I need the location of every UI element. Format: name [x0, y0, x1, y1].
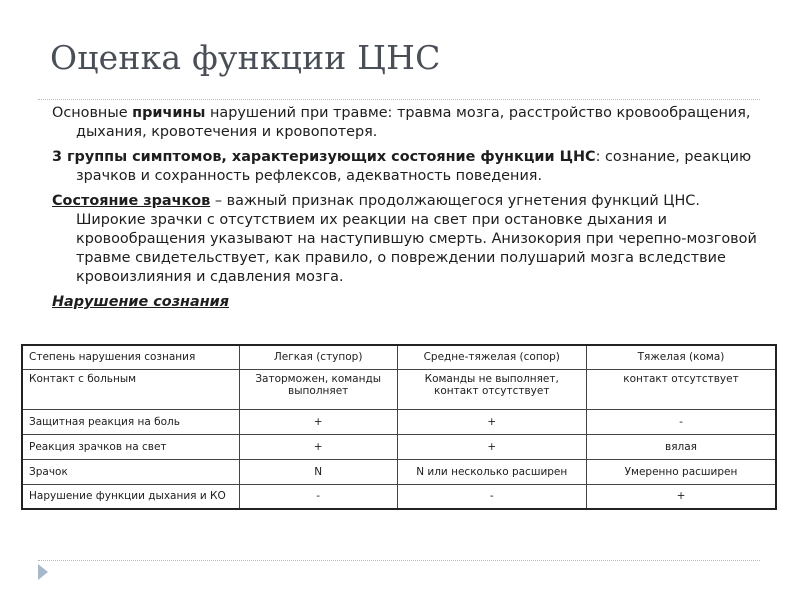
table-cell: - [239, 484, 397, 509]
triangle-right-icon[interactable] [38, 564, 48, 580]
table-cell: - [397, 484, 586, 509]
table-cell: Реакция зрачков на свет [22, 434, 239, 459]
table-cell: Зрачок [22, 459, 239, 484]
table-cell: + [397, 434, 586, 459]
table-cell: Защитная реакция на боль [22, 409, 239, 434]
table-row [22, 459, 776, 484]
table-cell: - [586, 409, 776, 434]
page-title: Оценка функции ЦНС [50, 38, 441, 77]
paragraph-pupils [52, 192, 764, 287]
paragraph-symptom-groups [52, 148, 764, 186]
table-header-cell: Тяжелая (кома) [586, 345, 776, 369]
table-row [22, 434, 776, 459]
table-cell: Умеренно расширен [586, 459, 776, 484]
pupils-keyword: Состояние зрачков [52, 193, 211, 209]
table-header-cell: Легкая (ступор) [239, 345, 397, 369]
symptom-groups-text: : сознание, реакцию зрачков и сохранность рефлексов, адекватность поведения. [76, 149, 752, 184]
table-cell: N или несколько расширен [397, 459, 586, 484]
table-cell: N [239, 459, 397, 484]
pupils-text: – важный признак продолжающегося угнетения функций ЦНС. Широкие зрачки с отсутствием их реакции на свет при остановке дыхания и кровообращения указывают на наступившую смерть. Анизокория при черепно-мозговой травме свидетельствует, как правило, о повреждении полушарий мозга вследствие кровоизлияния и сдавления мозга. [76, 193, 757, 285]
body-text [52, 104, 764, 318]
causes-prefix: Основные [52, 105, 133, 121]
title-divider [38, 99, 760, 100]
table-header-cell: Степень нарушения сознания [22, 345, 239, 369]
symptom-groups-keyword: 3 группы симптомов, характеризующих состояние функции ЦНС [52, 149, 596, 165]
paragraph-causes [52, 104, 764, 142]
table-cell: Контакт с больным [22, 369, 239, 409]
table-cell: Команды не выполняет, контакт отсутствует [397, 369, 586, 409]
consciousness-table [21, 344, 777, 510]
table-cell: + [586, 484, 776, 509]
table-row [22, 484, 776, 509]
causes-text: нарушений при травме: травма мозга, расстройство кровообращения, дыхания, кровотечения и кровопотеря. [76, 105, 751, 140]
table-header-row [22, 345, 776, 369]
table-cell: контакт отсутствует [586, 369, 776, 409]
table-cell: + [239, 434, 397, 459]
table-row [22, 409, 776, 434]
causes-keyword: причины [132, 105, 206, 121]
table-cell: Заторможен, команды выполняет [239, 369, 397, 409]
table-row [22, 369, 776, 409]
table-cell: + [239, 409, 397, 434]
table-cell: Нарушение функции дыхания и КО [22, 484, 239, 509]
section-heading: Нарушение сознания [52, 294, 229, 310]
table-header-cell: Средне-тяжелая (сопор) [397, 345, 586, 369]
table-cell: вялая [586, 434, 776, 459]
footer-divider [38, 560, 760, 561]
table-cell: + [397, 409, 586, 434]
